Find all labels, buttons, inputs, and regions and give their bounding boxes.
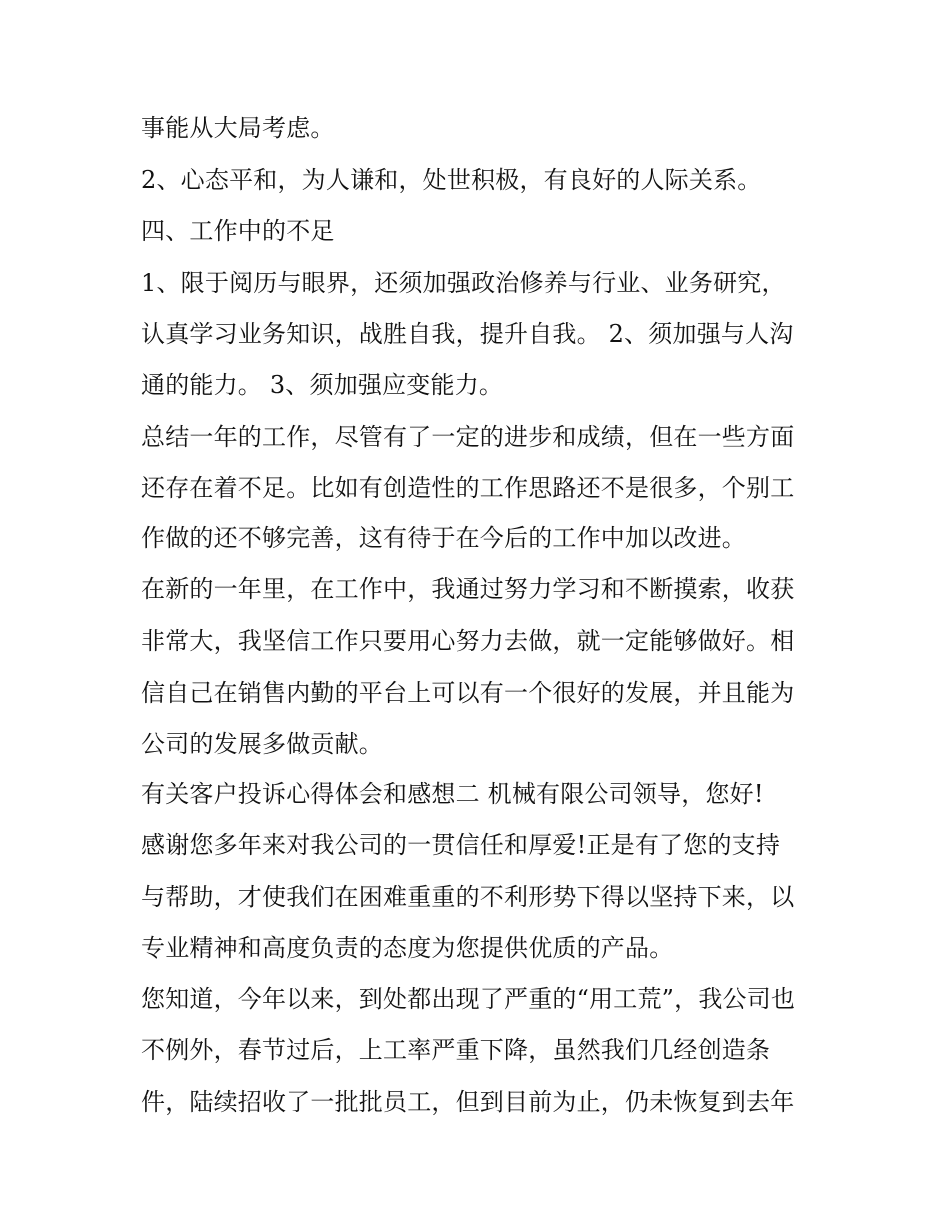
text-line: 感谢您多年来对我公司的一贯信任和厚爱!正是有了您的支持 <box>141 831 781 859</box>
text-line: 有关客户投诉心得体会和感想二 机械有限公司领导，您好! <box>141 780 764 808</box>
text-line: 公司的发展多做贡献。 <box>141 730 383 758</box>
text-line: 在新的一年里，在工作中，我通过努力学习和不断摸索，收获 <box>141 575 795 603</box>
text-line: 认真学习业务知识，战胜自我，提升自我。 2、须加强与人沟 <box>141 320 794 348</box>
text-line: 1、限于阅历与眼界，还须加强政治修养与行业、业务研究， <box>141 269 786 297</box>
text-line: 不例外，春节过后，上工率严重下降，虽然我们几经创造条 <box>141 1036 771 1064</box>
text-line: 您知道，今年以来，到处都出现了严重的“用工荒”，我公司也 <box>141 985 796 1013</box>
text-line: 专业精神和高度负责的态度为您提供优质的产品。 <box>141 934 674 962</box>
text-line: 作做的还不够完善，这有待于在今后的工作中加以改进。 <box>141 524 746 552</box>
text-line: 总结一年的工作，尽管有了一定的进步和成绩，但在一些方面 <box>141 423 795 451</box>
text-line: 信自己在销售内勤的平台上可以有一个很好的发展，并且能为 <box>141 679 795 707</box>
text-line: 与帮助，才使我们在困难重重的不利形势下得以坚持下来，以 <box>141 883 795 911</box>
text-line: 通的能力。 3、须加强应变能力。 <box>141 371 504 399</box>
text-line: 2、心态平和，为人谦和，处世积极，有良好的人际关系。 <box>141 166 762 194</box>
text-line: 还存在着不足。比如有创造性的工作思路还不是很多，个别工 <box>141 474 795 502</box>
text-line: 件，陆续招收了一批批员工，但到目前为止，仍未恢复到去年 <box>141 1088 795 1116</box>
section-heading: 四、工作中的不足 <box>141 217 335 245</box>
text-line: 非常大，我坚信工作只要用心努力去做，就一定能够做好。相 <box>141 627 795 655</box>
text-line: 事能从大局考虑。 <box>141 114 335 142</box>
